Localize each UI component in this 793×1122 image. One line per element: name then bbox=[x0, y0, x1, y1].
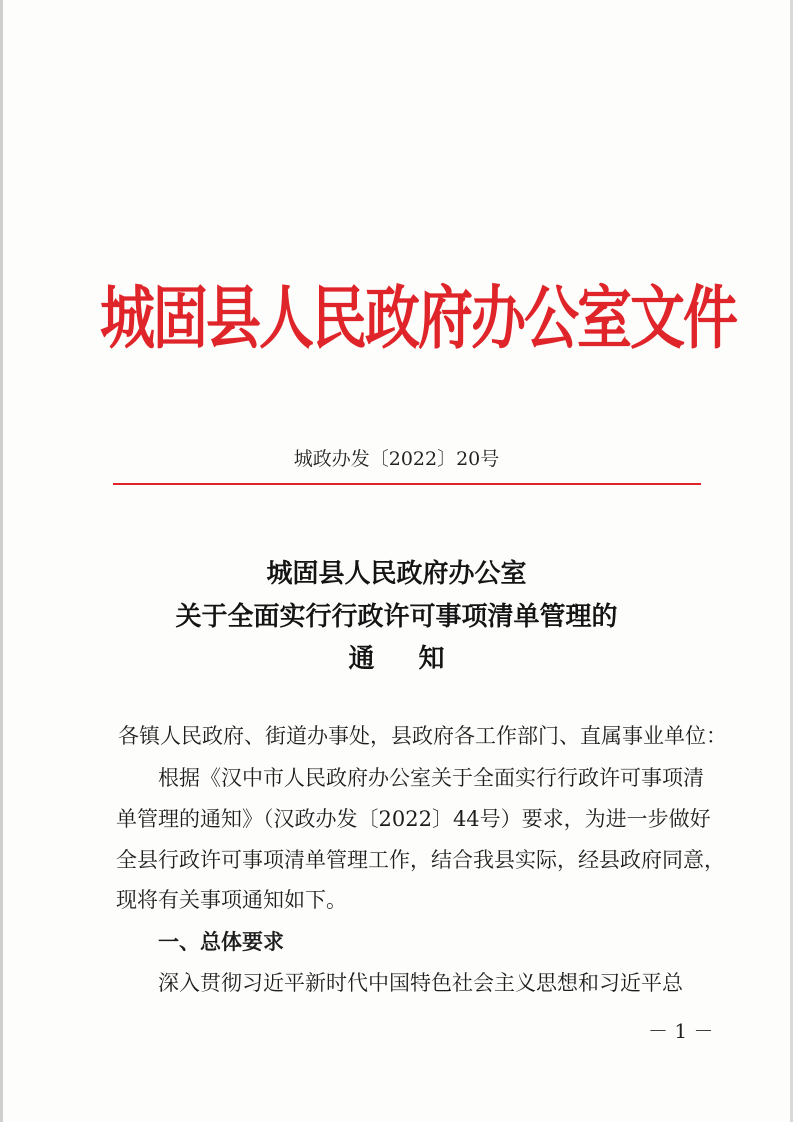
paragraph-1-line-2: 单管理的通知》（汉政办发〔2022〕44号）要求，为进一步做好 bbox=[116, 807, 711, 831]
paragraph-1-line-3: 全县行政许可事项清单管理工作，结合我县实际，经县政府同意， bbox=[116, 848, 725, 872]
red-separator-line bbox=[113, 483, 701, 485]
document-number: 城政办发〔2022〕20号 bbox=[293, 448, 500, 470]
recipients-line: 各镇人民政府、街道办事处，县政府各工作部门、直属事业单位： bbox=[118, 724, 727, 748]
notice-title-line-3: 通知 bbox=[348, 644, 489, 674]
notice-title-line-2: 关于全面实行行政许可事项清单管理的 bbox=[175, 602, 618, 632]
paragraph-1-line-1: 根据《汉中市人民政府办公室关于全面实行行政许可事项清 bbox=[158, 766, 704, 790]
page-number: － 1 － bbox=[648, 1019, 714, 1043]
section-1-heading: 一、总体要求 bbox=[158, 930, 284, 954]
paragraph-2-line-1: 深入贯彻习近平新时代中国特色社会主义思想和习近平总 bbox=[158, 971, 683, 995]
letterhead-title: 城固县人民政府办公室文件 bbox=[100, 278, 737, 358]
notice-title-line-1: 城固县人民政府办公室 bbox=[266, 559, 527, 589]
paragraph-1-line-4: 现将有关事项通知如下。 bbox=[116, 888, 347, 912]
